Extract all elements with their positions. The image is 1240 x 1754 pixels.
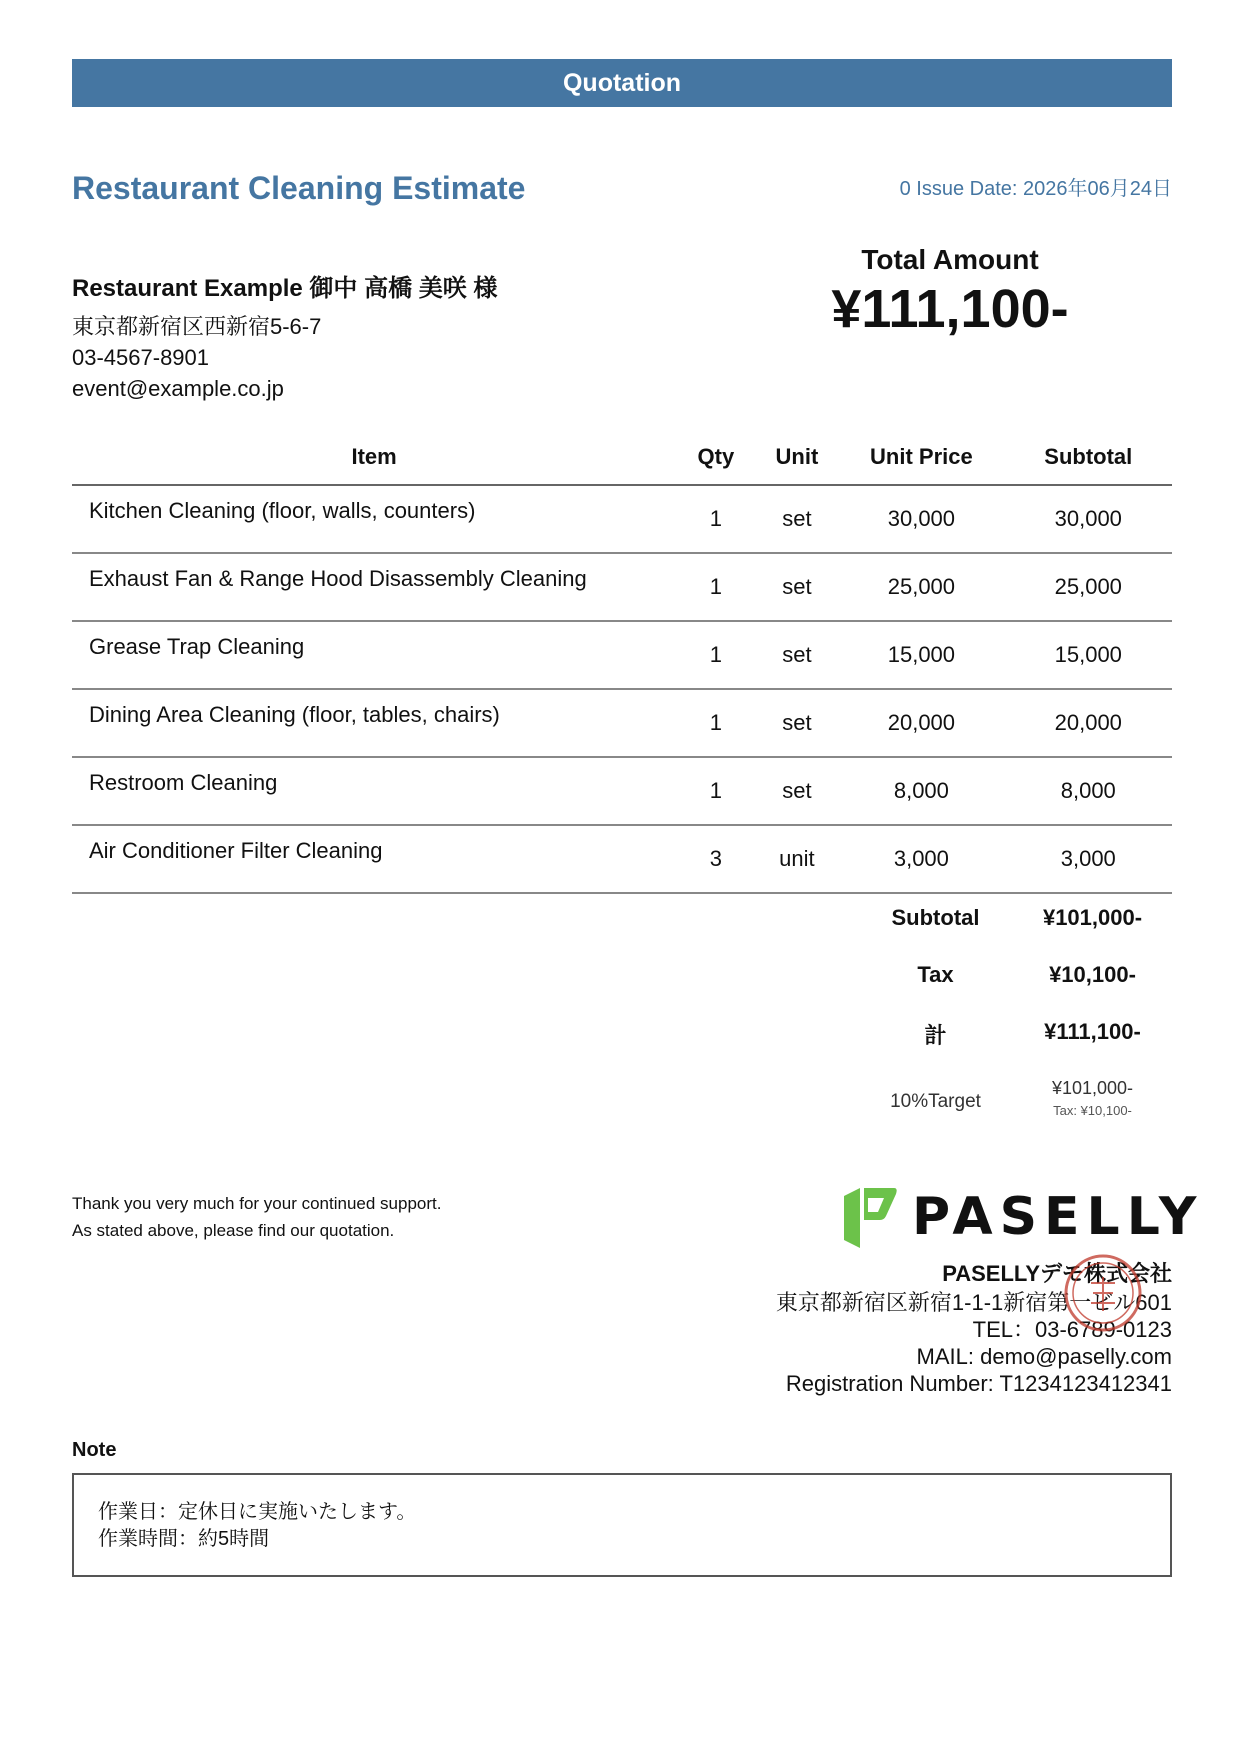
- tax-target-value: ¥101,000-: [1051, 1078, 1134, 1098]
- tax-target-label: 10%Target: [890, 1091, 981, 1112]
- summary-subtotal-row: [858, 905, 1172, 931]
- row-qty: 1: [676, 553, 755, 621]
- header-qty: Qty: [676, 429, 755, 485]
- summary-total-row: [858, 1019, 1172, 1050]
- table-row: [72, 485, 1172, 553]
- note-box: [72, 1473, 1172, 1577]
- tax-target-values: [1013, 1078, 1172, 1118]
- thank-you-line-2: As stated above, please find our quotation.: [72, 1221, 395, 1240]
- row-subtotal: 15,000: [1005, 621, 1172, 689]
- header-unit-price: Unit Price: [838, 429, 1004, 485]
- document-banner: Quotation: [72, 59, 1172, 107]
- row-item: Dining Area Cleaning (floor, tables, chairs): [72, 689, 676, 757]
- client-name: Restaurant Example 御中 高橋 美咲 様: [72, 275, 498, 302]
- note-content: [98, 1499, 416, 1553]
- row-subtotal: 8,000: [1005, 757, 1172, 825]
- company-logo: [840, 1186, 1203, 1248]
- thank-you-message: [72, 1190, 441, 1244]
- thank-you-line-1: Thank you very much for your continued support.: [72, 1194, 442, 1213]
- table-row: [72, 757, 1172, 825]
- summary-total-label: 計: [924, 1023, 947, 1048]
- logo-text: PASELLY: [912, 1187, 1204, 1247]
- total-amount-label: Total Amount: [861, 244, 1039, 275]
- summary-tax-value: ¥10,100-: [1049, 962, 1136, 987]
- table-header-row: [72, 429, 1172, 485]
- row-item: Kitchen Cleaning (floor, walls, counters): [72, 485, 676, 553]
- table-row: [72, 825, 1172, 893]
- total-amount-value: ¥111,100-: [831, 279, 1069, 339]
- row-qty: 1: [676, 485, 755, 553]
- row-subtotal: 25,000: [1005, 553, 1172, 621]
- summary-subtotal-value: ¥101,000-: [1042, 905, 1143, 930]
- client-address: 東京都新宿区西新宿5-6-7: [72, 314, 322, 339]
- paselly-logo-icon: [840, 1186, 898, 1248]
- row-item: Exhaust Fan & Range Hood Disassembly Cleaning: [72, 553, 676, 621]
- client-phone: 03-4567-8901: [72, 345, 210, 370]
- summary-tax-label: Tax: [917, 962, 954, 987]
- header-subtotal: Subtotal: [1005, 429, 1172, 485]
- document-title: Restaurant Cleaning Estimate: [72, 170, 526, 206]
- row-unit: set: [756, 689, 839, 757]
- row-subtotal: 20,000: [1005, 689, 1172, 757]
- row-item: Restroom Cleaning: [72, 757, 676, 825]
- row-qty: 1: [676, 689, 755, 757]
- row-price: 20,000: [838, 689, 1004, 757]
- company-tel: TEL：03-6789-0123: [972, 1317, 1172, 1342]
- table-row: [72, 621, 1172, 689]
- row-unit: set: [756, 757, 839, 825]
- issue-date: 0 Issue Date: 2026年06月24日: [899, 178, 1172, 200]
- row-price: 8,000: [838, 757, 1004, 825]
- row-unit: set: [756, 621, 839, 689]
- row-price: 25,000: [838, 553, 1004, 621]
- row-subtotal: 3,000: [1005, 825, 1172, 893]
- tax-target-tax: Tax: ¥10,100-: [1053, 1103, 1132, 1118]
- client-email: event@example.co.jp: [72, 376, 284, 401]
- client-details: [72, 311, 321, 404]
- row-unit: set: [756, 553, 839, 621]
- table-row: [72, 553, 1172, 621]
- tax-target-row: [858, 1078, 1172, 1118]
- row-unit: unit: [756, 825, 839, 893]
- row-qty: 1: [676, 757, 755, 825]
- row-unit: set: [756, 485, 839, 553]
- company-name: PASELLYデモ株式会社: [942, 1261, 1172, 1286]
- company-address: 東京都新宿区新宿1-1-1新宿第一ビル601: [775, 1290, 1172, 1315]
- note-label: Note: [72, 1439, 117, 1461]
- total-amount-box: [790, 244, 1110, 340]
- company-mail: MAIL: demo@paselly.com: [916, 1344, 1172, 1369]
- row-price: 30,000: [838, 485, 1004, 553]
- note-line-1: 作業日：定休日に実施いたします。: [98, 1501, 417, 1523]
- row-subtotal: 30,000: [1005, 485, 1172, 553]
- summary-subtotal-label: Subtotal: [891, 905, 980, 930]
- row-qty: 1: [676, 621, 755, 689]
- company-seal-icon: [1063, 1253, 1143, 1333]
- table-row: [72, 689, 1172, 757]
- row-price: 3,000: [838, 825, 1004, 893]
- header-item: Item: [72, 429, 676, 485]
- row-item: Grease Trap Cleaning: [72, 621, 676, 689]
- summary-tax-row: [858, 962, 1172, 988]
- items-table: [72, 429, 1172, 894]
- summary-total-value: ¥111,100-: [1044, 1019, 1141, 1044]
- row-qty: 3: [676, 825, 755, 893]
- company-registration: Registration Number: T1234123412341: [785, 1371, 1172, 1396]
- row-price: 15,000: [838, 621, 1004, 689]
- note-line-2: 作業時間：約5時間: [98, 1528, 270, 1550]
- header-unit: Unit: [756, 429, 839, 485]
- row-item: Air Conditioner Filter Cleaning: [72, 825, 676, 893]
